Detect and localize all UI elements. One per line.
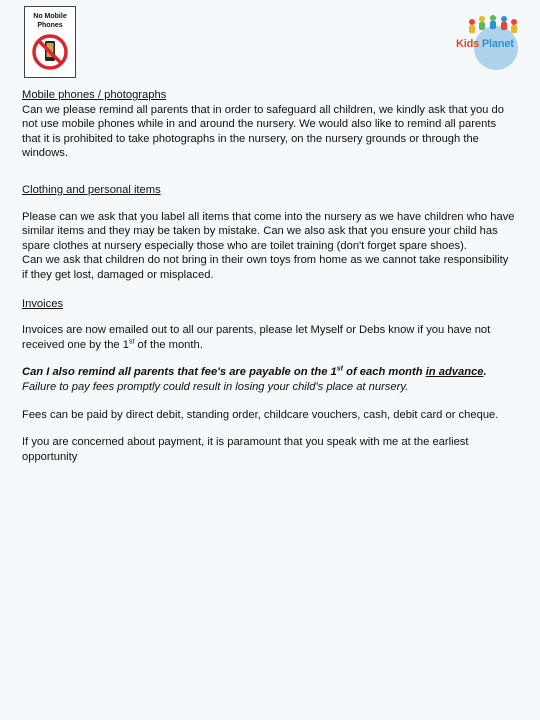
clothing-body-2: Can we ask that children do not bring in their own toys from home as we cannot take responsibility if they get lost, damaged or misplaced.	[22, 254, 509, 281]
clothing-body-1: Please can we ask that you label all items that come into the nursery as we have children who have similar items and they may be taken by mistake. Can we also ask that you ensure your child has spare clothes at nursery especially those who are toilet training (don't forget spare shoes).	[22, 210, 515, 252]
mobile-heading: Mobile phones / photographs	[22, 89, 167, 101]
invoices-paragraph-4: If you are concerned about payment, it is paramount that you speak with me at the earliest opportunity	[22, 436, 469, 463]
invoices-paragraph-2: Can I also remind all parents that fee's are payable on the 1st of each month in advance. Failure to pay fees promptly could result in losing your child's place at nursery.	[22, 365, 487, 393]
no-mobile-phone-icon	[31, 33, 69, 71]
logo-planet: Planet	[481, 38, 514, 50]
sign-label	[25, 12, 75, 30]
invoices-paragraph-1: Invoices are now emailed out to all our parents, please let Myself or Debs know if you have not received one by the 1st of the month.	[22, 324, 491, 351]
invoices-paragraph-3: Fees can be paid by direct debit, standing order, childcare vouchers, cash, debit card or cheque.	[22, 408, 499, 421]
newsletter-content	[22, 88, 516, 464]
sign-line-1: No Mobile	[33, 13, 67, 20]
clothing-heading: Clothing and personal items	[22, 183, 161, 196]
invoices-heading: Invoices	[22, 297, 64, 310]
sign-line-2: Phones	[37, 22, 63, 29]
logo-kids: Kids	[456, 38, 480, 50]
no-mobile-phones-sign	[24, 6, 76, 78]
logo-text	[456, 38, 514, 50]
kids-planet-logo	[452, 12, 528, 72]
mobile-body: Can we please remind all parents that in order to safeguard all children, we kindly ask that you do not use mobile phones while in and around the nursery. We would also like to remind all parents that it is prohibited to take photographs in the nursery, on the nursery grounds or through the windows.	[22, 103, 504, 160]
